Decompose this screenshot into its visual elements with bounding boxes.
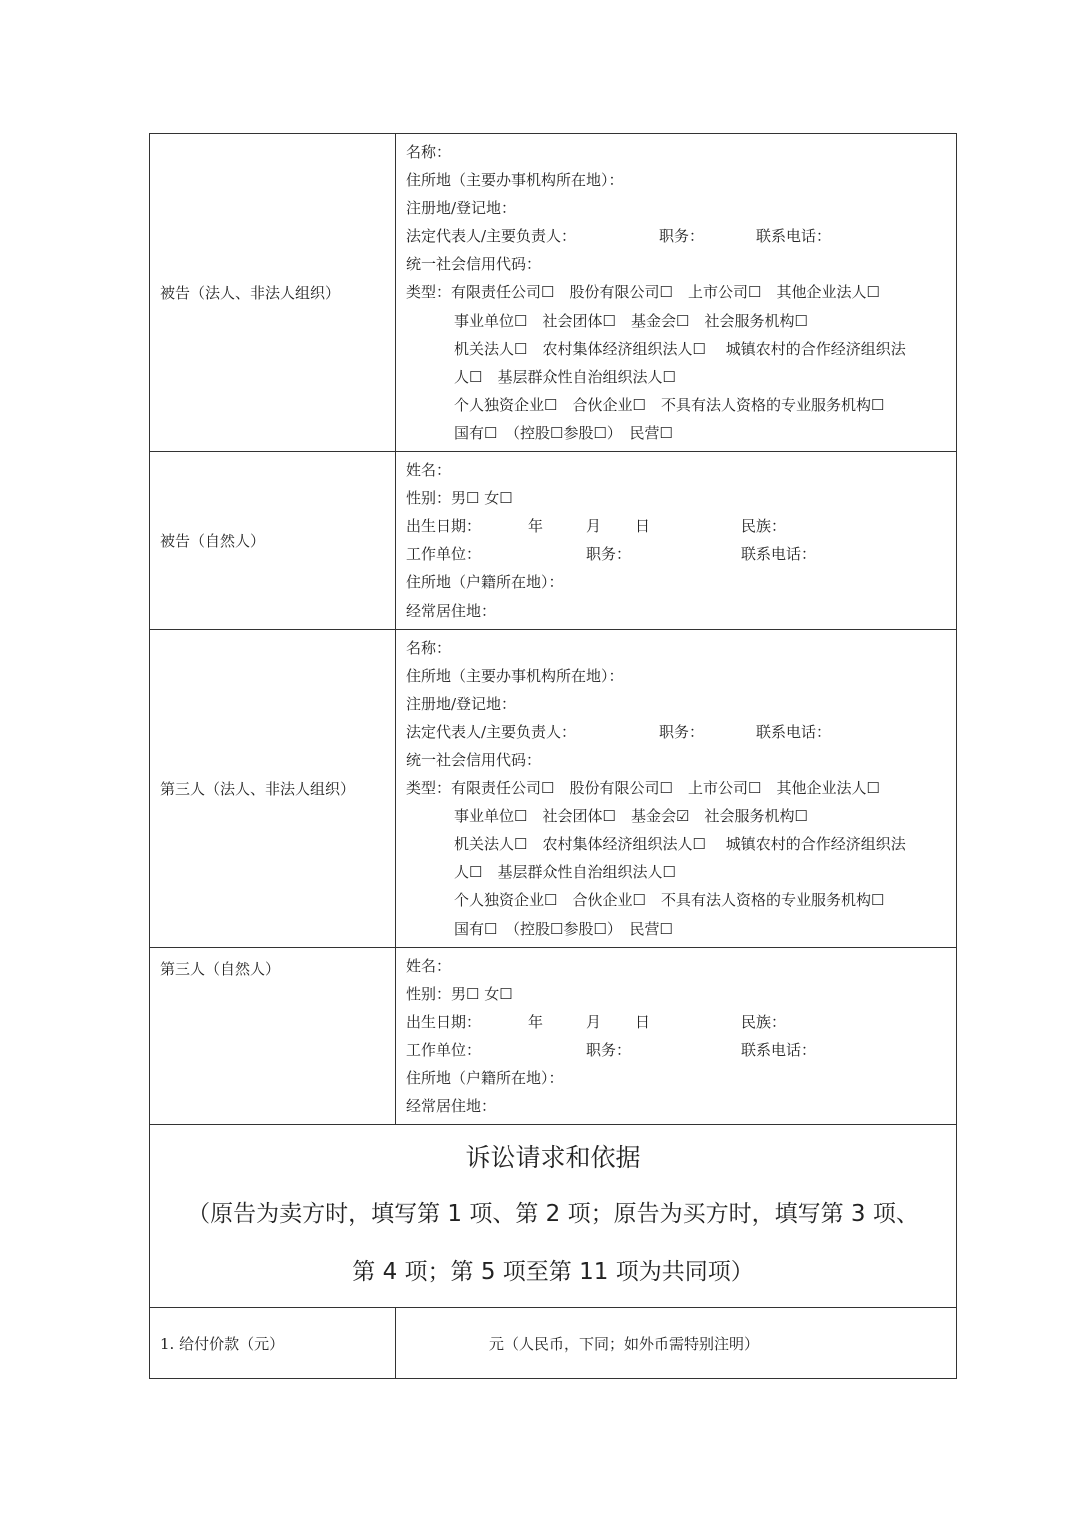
type-line-2: 事业单位 ☐ 社会团体 ☐ 基金会 ☑ 社会服务机构 ☐ <box>406 802 950 830</box>
type-line-1: 类型：有限责任公司 ☐ 股份有限公司 ☐ 上市公司 ☐ 其他企业法人 ☐ <box>406 774 950 802</box>
credit-code-field[interactable]: 统一社会信用代码： <box>406 750 542 769</box>
type-line-3: 机关法人 ☐ 农村集体经济组织法人 ☐ 城镇农村的合作经济组织法 <box>406 335 950 363</box>
phone-field[interactable]: 联系电话： <box>756 722 832 741</box>
checkbox[interactable] <box>676 312 689 330</box>
year-label: 年 <box>528 517 544 536</box>
representative-line <box>406 718 950 746</box>
checkbox[interactable] <box>514 312 527 330</box>
type-line-6: 国有 ☐ （控股 ☐ 参股 ☐ ） 民营 ☐ <box>406 419 950 447</box>
checkbox[interactable] <box>663 368 676 386</box>
checkbox[interactable] <box>544 396 557 414</box>
type-other-corp: 其他企业法人 ☐ <box>776 283 879 301</box>
domicile-field[interactable]: 住所地（户籍所在地）： <box>406 1069 564 1087</box>
residence-field[interactable]: 经常居住地： <box>406 1097 497 1116</box>
type-listed: 上市公司 ☐ <box>688 283 761 301</box>
third-legal-fields <box>396 629 957 947</box>
type-label: 类型： <box>406 779 452 798</box>
checkbox[interactable] <box>633 396 646 414</box>
checkbox[interactable] <box>794 312 807 330</box>
type-line-2: 事业单位 ☐ 社会团体 ☐ 基金会 ☐ 社会服务机构 ☐ <box>406 307 950 335</box>
checkbox[interactable] <box>484 424 497 442</box>
name-field[interactable]: 姓名： <box>406 956 452 975</box>
checkbox[interactable] <box>633 891 646 909</box>
checkbox[interactable] <box>659 920 672 938</box>
birth-field[interactable]: 出生日期： <box>406 517 482 536</box>
defendant-natural-fields <box>396 452 957 630</box>
birth-line <box>406 1008 950 1036</box>
checkbox[interactable] <box>659 424 672 442</box>
third-natural-row <box>150 947 957 1125</box>
address-field[interactable]: 住所地（主要办事机构所在地）： <box>406 666 624 685</box>
claims-note-line-1: （原告为卖方时，填写第 1 项、第 2 项；原告为买方时，填写第 3 项、 <box>187 1201 919 1228</box>
checkbox[interactable] <box>748 779 761 797</box>
type-line-3: 机关法人 ☐ 农村集体经济组织法人 ☐ 城镇农村的合作经济组织法 <box>406 830 950 858</box>
claim-item-1-label: 1. 给付价款（元） <box>150 1308 396 1379</box>
checkbox[interactable] <box>541 779 554 797</box>
checkbox[interactable] <box>514 807 527 825</box>
residence-field[interactable]: 经常居住地： <box>406 601 497 620</box>
claims-header <box>150 1125 957 1308</box>
birth-line <box>406 512 950 540</box>
checkbox[interactable] <box>514 340 527 358</box>
defendant-legal-row <box>150 134 957 452</box>
third-natural-label: 第三人（自然人） <box>150 947 396 1125</box>
type-line-1 <box>406 278 950 306</box>
defendant-legal-label: 被告（法人、非法人组织） <box>150 134 396 452</box>
ethnicity-field[interactable]: 民族： <box>741 517 787 536</box>
checkbox[interactable] <box>469 368 482 386</box>
gender-line: 性别：男 ☐ 女 ☐ <box>406 484 950 512</box>
defendant-legal-fields <box>396 134 957 452</box>
checkbox[interactable] <box>693 340 706 358</box>
checkbox[interactable] <box>748 283 761 301</box>
claim-item-1-value[interactable]: 元（人民币，下同；如外币需特别注明） <box>396 1308 957 1379</box>
checkbox[interactable] <box>499 985 512 1003</box>
type-ltd: 有限责任公司 ☐ <box>451 283 554 301</box>
registration-field[interactable]: 注册地/登记地： <box>406 199 517 218</box>
registration-field[interactable]: 注册地/登记地： <box>406 694 517 713</box>
checkbox[interactable] <box>866 283 879 301</box>
phone-field[interactable]: 联系电话： <box>741 1040 817 1059</box>
type-line-5: 个人独资企业 ☐ 合伙企业 ☐ 不具有法人资格的专业服务机构 ☐ <box>406 886 950 914</box>
type-label: 类型： <box>406 283 452 302</box>
third-legal-label: 第三人（法人、非法人组织） <box>150 629 396 947</box>
work-field[interactable]: 工作单位： <box>406 1040 482 1059</box>
type-share: 股份有限公司 ☐ <box>570 283 673 301</box>
phone-field[interactable]: 联系电话： <box>756 227 832 246</box>
position-field[interactable]: 职务： <box>586 1040 632 1059</box>
type-line-4: 人 ☐ 基层群众性自治组织法人 ☐ <box>406 363 950 391</box>
representative-field[interactable]: 法定代表人/主要负责人： <box>406 227 577 246</box>
name-field[interactable]: 名称： <box>406 143 452 161</box>
gender-line: 性别：男 ☐ 女 ☐ <box>406 980 950 1008</box>
position-field[interactable]: 职务： <box>659 722 705 741</box>
credit-code-field[interactable]: 统一社会信用代码： <box>406 255 542 274</box>
claims-header-row <box>150 1125 957 1308</box>
third-natural-fields <box>396 947 957 1125</box>
checkbox[interactable] <box>550 920 563 938</box>
claims-title: 诉讼请求和依据 <box>465 1143 641 1173</box>
birth-field[interactable]: 出生日期： <box>406 1012 482 1031</box>
checkbox[interactable] <box>499 489 512 507</box>
checkbox[interactable] <box>663 863 676 881</box>
checkbox[interactable] <box>544 891 557 909</box>
checkbox[interactable] <box>693 835 706 853</box>
checkbox[interactable] <box>593 424 606 442</box>
checkbox[interactable] <box>603 807 616 825</box>
claims-note-line-2: 第 4 项；第 5 项至第 11 项为共同项） <box>352 1259 754 1286</box>
month-label: 月 <box>586 517 602 536</box>
checkbox[interactable] <box>593 920 606 938</box>
checkbox[interactable] <box>794 807 807 825</box>
checkbox[interactable] <box>466 489 479 507</box>
name-field[interactable]: 名称： <box>406 638 452 657</box>
checkbox[interactable] <box>660 283 673 301</box>
day-label: 日 <box>635 1012 651 1031</box>
checkbox[interactable] <box>466 985 479 1003</box>
position-field[interactable]: 职务： <box>659 227 705 246</box>
phone-field[interactable]: 联系电话： <box>741 545 817 564</box>
checkbox[interactable] <box>484 920 497 938</box>
checkbox[interactable] <box>469 863 482 881</box>
checkbox[interactable] <box>514 835 527 853</box>
checkbox[interactable] <box>550 424 563 442</box>
checkbox-checked[interactable] <box>676 807 689 825</box>
defendant-natural-label: 被告（自然人） <box>150 452 396 630</box>
claim-item-1-row <box>150 1308 957 1379</box>
work-field[interactable]: 工作单位： <box>406 545 482 564</box>
type-line-5: 个人独资企业 ☐ 合伙企业 ☐ 不具有法人资格的专业服务机构 ☐ <box>406 391 950 419</box>
type-line-4: 人 ☐ 基层群众性自治组织法人 ☐ <box>406 858 950 886</box>
representative-field[interactable]: 法定代表人/主要负责人： <box>406 722 577 741</box>
third-legal-row <box>150 629 957 947</box>
checkbox[interactable] <box>660 779 673 797</box>
domicile-field[interactable]: 住所地（户籍所在地）： <box>406 573 564 592</box>
representative-line <box>406 222 950 250</box>
work-line <box>406 1036 950 1064</box>
position-field[interactable]: 职务： <box>586 545 632 564</box>
address-field[interactable]: 住所地（主要办事机构所在地）： <box>406 171 624 190</box>
ethnicity-field[interactable]: 民族： <box>741 1012 787 1031</box>
name-field[interactable]: 姓名： <box>406 461 452 480</box>
defendant-natural-row <box>150 452 957 630</box>
day-label: 日 <box>635 517 651 536</box>
checkbox[interactable] <box>603 312 616 330</box>
month-label: 月 <box>586 1012 602 1031</box>
year-label: 年 <box>528 1012 544 1031</box>
checkbox[interactable] <box>866 779 879 797</box>
checkbox[interactable] <box>541 283 554 301</box>
work-line <box>406 540 950 568</box>
checkbox[interactable] <box>871 396 884 414</box>
checkbox[interactable] <box>871 891 884 909</box>
type-line-6: 国有 ☐ （控股 ☐ 参股 ☐ ） 民营 ☐ <box>406 915 950 943</box>
complaint-form-table <box>149 133 957 1379</box>
